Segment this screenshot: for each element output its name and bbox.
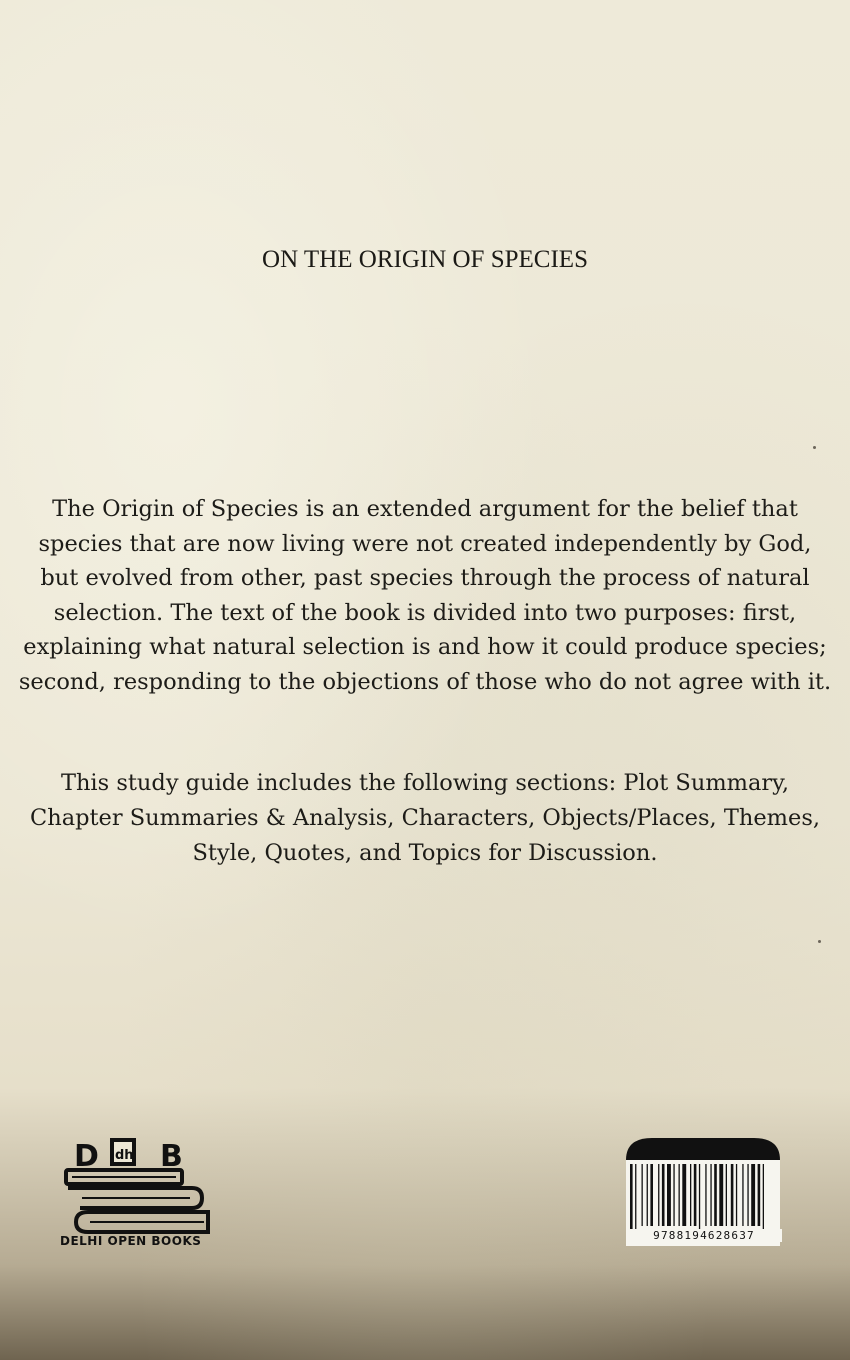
svg-text:dh: dh <box>115 1148 134 1163</box>
barcode-bar <box>647 1164 648 1226</box>
paper-speck <box>818 940 821 943</box>
book-title: ON THE ORIGIN OF SPECIES <box>262 246 588 273</box>
logo-letter-b: B <box>160 1139 183 1174</box>
barcode-bar <box>650 1164 653 1226</box>
barcode-bar <box>763 1164 764 1232</box>
barcode-bar <box>699 1164 700 1232</box>
paper-speck <box>813 446 816 449</box>
barcode-bar <box>642 1164 643 1226</box>
barcode-bar <box>747 1164 748 1226</box>
barcode-bar <box>690 1164 691 1226</box>
publisher-name: DELHI OPEN BOOKS <box>60 1234 202 1248</box>
book-description: The Origin of Species is an extended argument for the belief that species that are now living were not created independently by God, but evolved from other, past species through the process of natural selection. The text of the book is divided into two purposes: first, explaining what natural selection is and how it could produce species; second, responding to the objections of those who do not agree with it. <box>18 496 832 695</box>
barcode-bar <box>714 1164 717 1226</box>
barcode-bar <box>751 1164 755 1226</box>
barcode-bar <box>667 1164 671 1226</box>
barcode-bar <box>682 1164 686 1226</box>
barcode-bar <box>758 1164 761 1226</box>
barcode-bar <box>630 1164 633 1232</box>
publisher-logo-icon <box>58 1132 218 1250</box>
barcode-bar <box>662 1164 665 1226</box>
barcode-bar <box>679 1164 680 1226</box>
logo-letter-d: D <box>74 1139 99 1174</box>
barcode-bar <box>635 1164 636 1232</box>
barcode-bar <box>736 1164 737 1226</box>
barcode-bar <box>705 1164 706 1226</box>
barcode-bar <box>742 1164 743 1226</box>
barcode-bar <box>719 1164 723 1226</box>
barcode-bar <box>658 1164 659 1226</box>
barcode-bar <box>731 1164 734 1226</box>
barcode-bar <box>726 1164 727 1226</box>
barcode-bar <box>673 1164 674 1226</box>
study-guide-contents: This study guide includes the following sections: Plot Summary, Chapter Summaries & Analysis, Characters, Objects/Places, Themes, Style, Quotes, and Topics for Discussion. <box>29 770 821 866</box>
barcode-bar <box>710 1164 711 1226</box>
isbn-digits: 9788194628637 <box>626 1229 782 1242</box>
barcode-bar <box>694 1164 697 1226</box>
